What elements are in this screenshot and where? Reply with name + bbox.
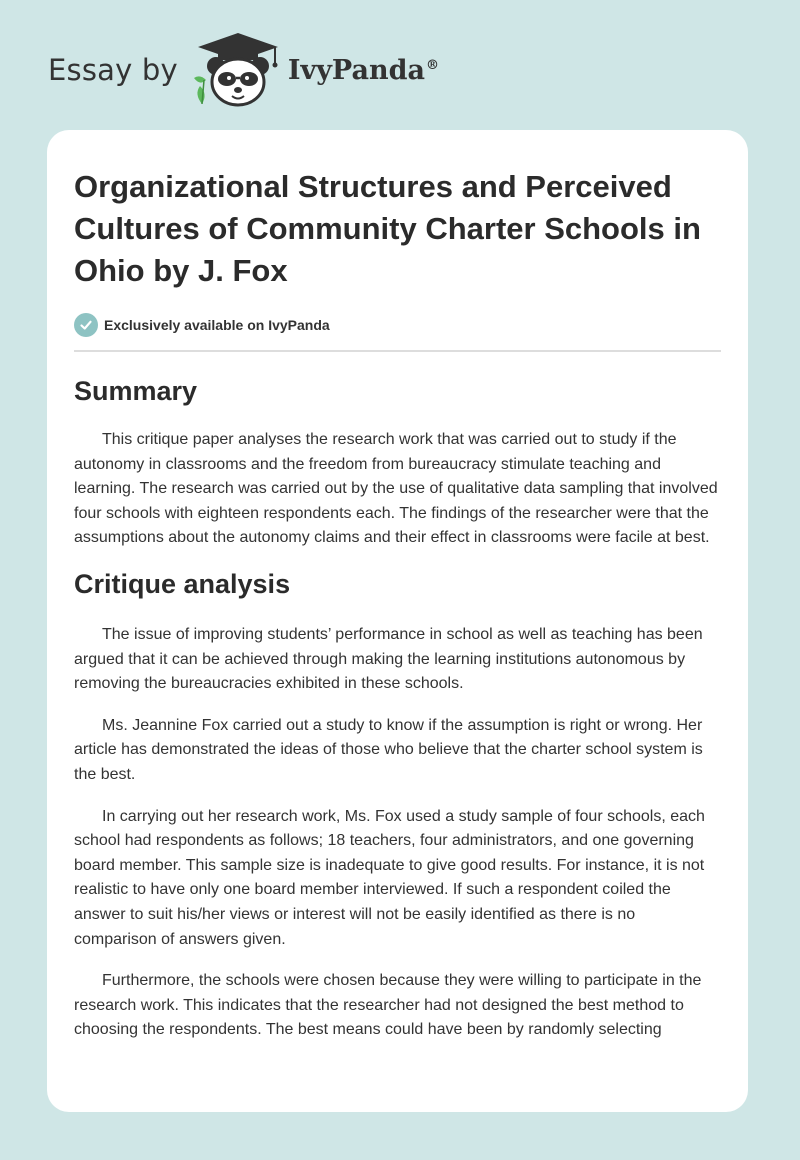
panda-graduate-logo-icon[interactable]	[192, 30, 284, 110]
exclusive-badge-label: Exclusively available on IvyPanda	[104, 317, 330, 333]
essay-title: Organizational Structures and Perceived Cultures of Community Charter Schools in Ohio by J. Fox	[74, 169, 701, 288]
section-heading-critique: Critique analysis	[74, 568, 291, 599]
section-heading-summary: Summary	[74, 376, 198, 406]
essay-by-label: Essay by	[48, 53, 178, 87]
check-circle-icon	[74, 313, 98, 337]
essay-card	[47, 130, 748, 1112]
registered-mark: ®	[425, 57, 439, 73]
critique-paragraph-2: Ms. Jeannine Fox carried out a study to know if the assumption is right or wrong. Her article has demonstrated the ideas of those who believe that the charter school system is the best.	[74, 716, 703, 783]
exclusive-badge	[74, 312, 721, 338]
site-header	[48, 30, 439, 110]
critique-paragraph-3: In carrying out her research work, Ms. Fox used a study sample of four schools, each school had respondents as follows; 18 teachers, four administrators, and one governing board member. This sample size is inadequate to give good results. For instance, it is not realistic to have only one board member interviewed. If such a respondent coiled the answer to suit his/her views or interest will not be easily identified as there is no comparison of answers given.	[74, 807, 705, 948]
brand-text: IvyPanda	[287, 54, 425, 86]
critique-paragraph-4: Furthermore, the schools were chosen because they were willing to participate in the research work. This indicates that the researcher had not designed the best method to choosing the respondents. The best means could have been by randomly selecting	[74, 972, 702, 1039]
brand-name[interactable]	[288, 55, 439, 86]
critique-paragraph-1: The issue of improving students’ performance in school as well as teaching has been argued that it can be achieved through making the learning institutions autonomous by removing the bureaucracies exhibited in these schools.	[74, 625, 703, 693]
summary-paragraph: This critique paper analyses the research work that was carried out to study if the autonomy in classrooms and the freedom from bureaucracy stimulate teaching and learning. The research was carried out by the use of qualitative data sampling that involved four schools with eighteen respondents each. The findings of the researcher were that the assumptions about the autonomy claims and their effect in classrooms were facile at best.	[74, 431, 718, 547]
title-divider	[74, 350, 721, 352]
